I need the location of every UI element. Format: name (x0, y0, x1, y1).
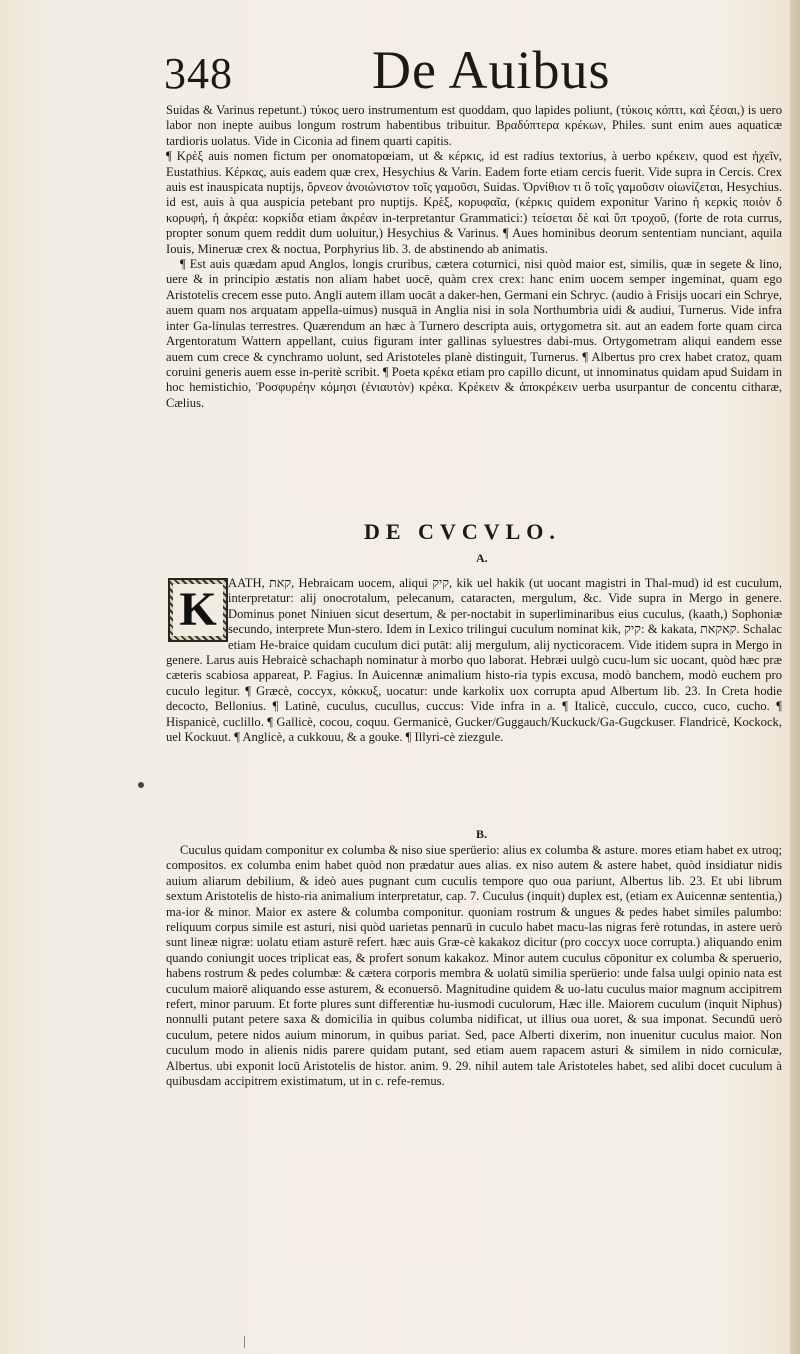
page-header (0, 40, 800, 104)
initial-letter: K (173, 584, 222, 636)
section-label-a: A. (476, 551, 488, 565)
section-title: DE CVCVLO. (364, 519, 561, 544)
margin-mark (138, 782, 144, 788)
running-title: De Auibus (372, 40, 611, 100)
section-a-text (166, 576, 782, 745)
paragraph: Cuculus quidam componitur ex columba & niso siue sperüerio: alius ex columba & asture. mores etiam habet ex utroq; compositos. ex columba enim habet quòd non prædatur aues alias. ex niso autem & astere habet, quòd insidiatur nidis auium aliarum debilium, & ideò aues pugnant cum cuculis tempore quo oua pariunt, Albertus lib. 23. Et ubi librum sextum Aristotelis de histo-ria animalium interpretatur, cap. 7. Cuculus (inquit) duplex est, (etiam ex Auicennæ sententia,) ma-ior & minor. Maior ex astere & columba componitur. quoniam rostrum & ungues & pedes habet similes palumbo: reliquum corpus simile est asturi, nisi quòd uarietas pennarū in cuculo habet macu-las nigras ferè rotundas, in astere uerò sunt lineæ nigræ: uolatu etiam asturē refert. hæc auis Græ-cè kakakoz dicitur (pro coccyx uoce corrupta.) aliquando enim quando coniungit uoces triplicat eas, & profert sonum kakakoz. Minor autem cuculus cōponitur ex columba & speruerio, habens rostrum & pedes columbæ: & cætera corporis membra & uolatū similia sperüerio: unde falsa uulgi opinio nata est cuculum maiorē aliquando esse asturem, & econuersō. Magnitudine quidem & uo-latu cuculus maior magnum accipitrem refert, minor paruum. Et forte plures sunt differentiæ hu-iusmodi cuculorum, Hæc ille. Maiorem cuculum (inquit Niphus) nonnulli putant petere saxa & domicilia in quibus columba nidificat, ut illius oua uoret, & sua imponat. Secundū uerò cuculum, petere nidos auium minorum, in quibus pariat. Sed, pace Alberti dixerim, non inuenitur cuculus maior. Non cuculum modo in alienis nidis parere quidam putant, sed etiam auem rapacem asturi & similem in nido corniculæ, Albertus. ubi exponit locū Aristotelis de histor. anim. 9. 29. nihil autem tale Aristoteles habet, sed alibi docet cuculum à quibusdam accipitrem existimatum, ut in c. refe-remus. (166, 843, 782, 1089)
binding-mark (244, 1336, 245, 1348)
section-label-b: B. (476, 827, 488, 841)
paragraph: AATH, קאת, Hebraicam uocem, aliqui קיק, kik uel hakik (ut uocant magistri in Thal-mud) id est cuculum, interpretatur: alij onocrotalum, pelecanum, cataracten, mergulum, &c. Vide supra in Mergo in genere. Dominus ponet Niniuen sicut desertum, & per-noctabit in superliminaribus eius cuculus, (kaath,) Sophoniæ secundo, interprete Mun-stero. Idem in Lexico trilingui cuculum nominat kik, קיק: & kakata, קאקאת. Schalac etiam He-braice quidam cuculum dici putāt: alij mergulum, alij nycticoracem. Vide itidem supra in Mergo in genere. Larus auis Hebraicè schachaph nominatur à morbo quo laborat. Hebræi uulgò cucu-lum sic uocant, quòd hæc præ cæteris scabiosa appareat, P. Fagius. In Auicennæ animalium histo-ria typis excusa, modò banchem, modò euchem pro cuculo legitur. ¶ Græcè, coccyx, κόκκυξ, uocatur: unde karkolix uox corrupta apud Albertum lib. 23. In Creta hodie decocto, Bellonius. ¶ Latinè, cuculus, cucullus, cuccus: Vide infra in a. ¶ Italicè, cucculo, cucco, cuco, cucho. ¶ Hispanicè, cuclillo. ¶ Gallicè, cocou, coquu. Germanicè, Gucker/Guggauch/Kuckuck/Ga-Gugckuser. Flandricè, Kockock, uel Kockuut. ¶ Anglicè, a cukkouu, & a gouke. ¶ Illyri-cè ziezgule. (166, 576, 782, 745)
decorated-initial (168, 578, 228, 642)
paragraph: ¶ Est auis quædam apud Anglos, longis cruribus, cætera coturnici, nisi quòd maior est, similis, quæ in segete & lino, uere & in principio æstatis non aliam habet uocē, quàm crex crex: hanc enim uocem semper ingeminat, quam ego Aristotelis crecem esse puto. Angli autem illam uocāt a daker-hen, Germani ein Schryc. (audio à Frisijs uocari ein Schrye, auem quam nos arquatam appella-uimus) nusquā in Anglia nisi in sola Northumbria uidi & audiui, Turnerus. Vide infra inter Ga-linulas terrestres. Quærendum an hæc à Turnero descripta auis, ortygometra sit. aut an eadem forte quam circa Argentoratum Wattern appellant, cuius figuram inter gallinas syluestres dabi-mus. Ortygometram aliqui eandem esse auem cum crece & cynchramo uolunt, sed Aristoteles planè distinguit, Turnerus. ¶ Albertus pro crex habet cratoz, quam coruini generis auem esse in-peritè scribit. ¶ Poeta κρέκα etiam pro capillo dicunt, ut innominatus quidam apud Suidam in hoc hemistichio, Ῥοσφυρέην κόμησι (ἐνιαυτὸν) κρέκα. Κρέκειν & ἀποκρέκειν uerba usurpantur de concentu citharæ, Cælius. (166, 257, 782, 410)
top-text-block (166, 103, 782, 411)
paragraph: Suidas & Varinus repetunt.) τύκος uero instrumentum est quoddam, quo lapides poliunt, (τύκοις κόπτι, καὶ ξέσαι,) is uero labor non inepte auibus longum rostrum habentibus tribuitur. Βραδύπτερα κρέκων, Philes. sunt enim aues aquaticæ tardioris uolatus. Vide in Ciconia ad finem quarti capitis. (166, 103, 782, 148)
page-edge (790, 0, 800, 1354)
page-number: 348 (164, 49, 233, 98)
paragraph: ¶ Κρὲξ auis nomen fictum per onomatopœiam, ut & κέρκις, id est radius textorius, à uerbo κρέκειν, quod est ἠχεῖν, Eustathius. Κέρκας, auis eadem quæ crex, Hesychius & Varin. Eadem forte etiam cercis fuerit. Vide supra in Cercis. Crex auis est inauspicata nuptijs, ὄρνεον ἀνοιώνιστον τοῖς γαμοῦσι, Suidas. Ὀρνίθιον τι ὃ τοῖς γαμοῦσιν οἰωνίζεται, Hesychius. id est, auis à qua auspicia petebant pro nuptijs. Κρὲξ, κορυφαῖα, (κέρκις quidem exponitur Varino ἡ κερκὶς ποιὸν δ κορυφή, ἡ ἀκρέα: κορκίδα etiam ἀκρέαν in-terpretantur Grammatici:) τείσεται δὲ καὶ ὕπ τροχοῦ, (forte de rota currus, propter sonum quem reddit dum uoluitur,) Hesychius & Varinus. ¶ Aues hominibus deorum sententiam nunciant, aquila Iouis, Mineruæ crex & noctua, Porphyrius lib. 3. de abstinendo ab animatis. (166, 149, 782, 256)
section-b-text (166, 843, 782, 1090)
